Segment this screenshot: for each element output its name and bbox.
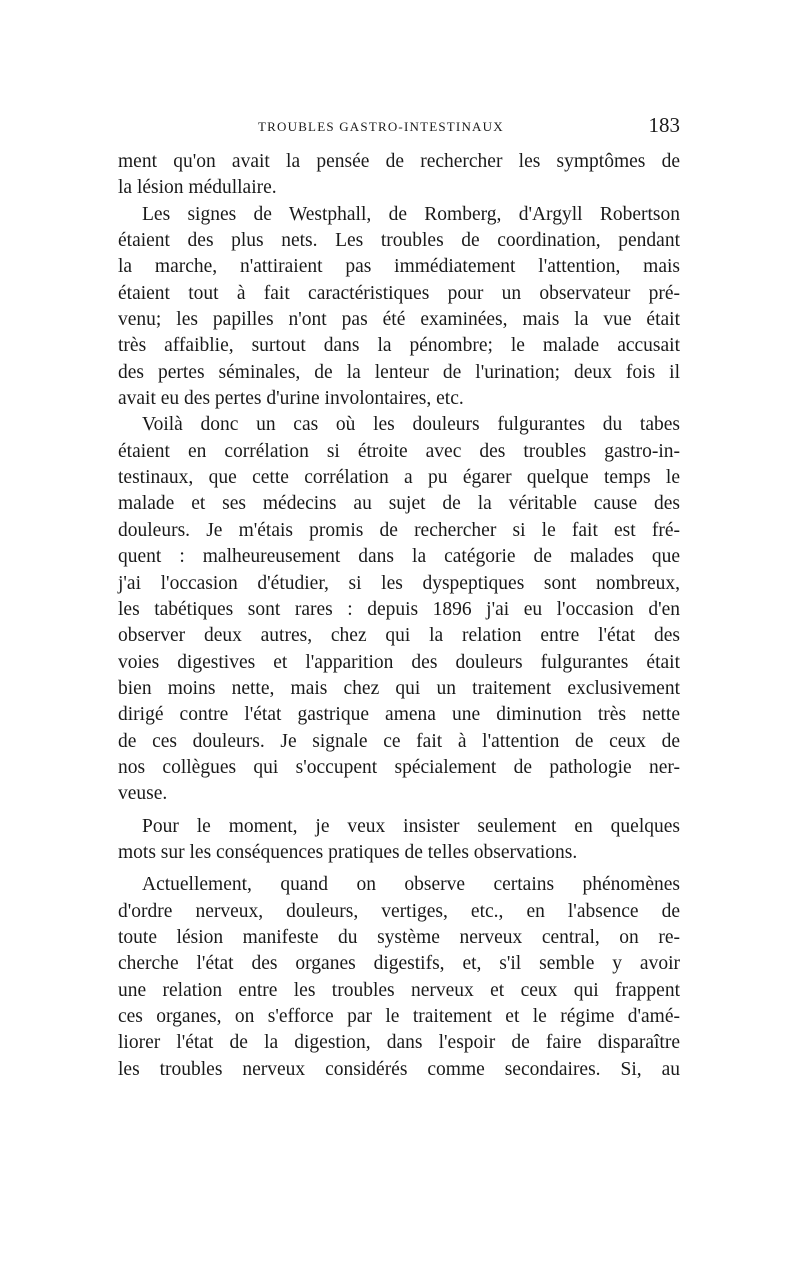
- text-line: Actuellement, quand on observe certains phénomènes: [142, 874, 680, 896]
- paragraph-4: [118, 814, 680, 867]
- text-line: nos collègues qui s'occupent spécialement de pathologie ner-: [118, 756, 680, 778]
- book-page: [118, 113, 680, 1083]
- text-line: avait eu des pertes d'urine involontaires, etc.: [118, 388, 464, 410]
- text-line: les troubles nerveux considérés comme secondaires. Si, au: [118, 1058, 680, 1080]
- text-line: quent : malheureusement dans la catégorie de malades que: [118, 546, 680, 568]
- text-line: ces organes, on s'efforce par le traitement et le régime d'amé-: [118, 1006, 680, 1027]
- text-line: veuse.: [118, 783, 168, 805]
- text-line: d'ordre nerveux, douleurs, vertiges, etc., en l'absence de: [118, 900, 680, 922]
- text-line: de ces douleurs. Je signale ce fait à l'attention de ceux de: [118, 730, 680, 752]
- running-title: TROUBLES GASTRO-INTESTINAUX: [258, 119, 504, 134]
- paragraph-1: [118, 149, 680, 202]
- text-line: étaient en corrélation si étroite avec des troubles gastro-in-: [118, 440, 680, 462]
- text-line: les tabétiques sont rares : depuis 1896 j'ai eu l'occasion d'en: [118, 598, 680, 620]
- page-number: 183: [648, 113, 680, 137]
- text-line: ment qu'on avait la pensée de rechercher les symptômes de: [118, 151, 680, 172]
- text-line: Voilà donc un cas où les douleurs fulgurantes du tabes: [142, 414, 680, 436]
- text-line: étaient tout à fait caractéristiques pour un observateur pré-: [118, 282, 680, 304]
- text-line: étaient des plus nets. Les troubles de coordination, pendant: [118, 230, 680, 252]
- text-line: testinaux, que cette corrélation a pu égarer quelque temps le: [118, 467, 680, 489]
- text-line: mots sur les conséquences pratiques de telles observations.: [118, 841, 578, 863]
- text-line: liorer l'état de la digestion, dans l'espoir de faire disparaître: [118, 1032, 680, 1054]
- text-line: une relation entre les troubles nerveux et ceux qui frappent: [118, 979, 680, 1001]
- text-line: bien moins nette, mais chez qui un traitement exclusivement: [118, 677, 680, 699]
- paragraph-2: [118, 202, 680, 413]
- text-line: cherche l'état des organes digestifs, et, s'il semble y avoir: [118, 953, 680, 975]
- text-line: toute lésion manifeste du système nerveux central, on re-: [118, 926, 680, 948]
- text-line: j'ai l'occasion d'étudier, si les dyspeptiques sont nombreux,: [118, 572, 680, 594]
- text-line: Les signes de Westphall, de Romberg, d'Argyll Robertson: [142, 203, 680, 225]
- paragraph-5: [118, 872, 680, 1083]
- text-line: très affaiblie, surtout dans la pénombre; le malade accusait: [118, 335, 680, 357]
- text-line: Pour le moment, je veux insister seulement en quelques: [142, 815, 680, 837]
- text-line: douleurs. Je m'étais promis de rechercher si le fait est fré-: [118, 519, 680, 541]
- text-line: voies digestives et l'apparition des douleurs fulgurantes était: [118, 651, 680, 673]
- paragraph-3: [118, 412, 680, 807]
- running-head: [118, 113, 680, 143]
- text-line: venu; les papilles n'ont pas été examinées, mais la vue était: [118, 309, 680, 331]
- text-line: la marche, n'attiraient pas immédiatement l'attention, mais: [118, 256, 680, 278]
- text-line: des pertes séminales, de la lenteur de l'urination; deux fois il: [118, 361, 680, 383]
- text-line: dirigé contre l'état gastrique amena une diminution très nette: [118, 704, 680, 726]
- text-line: malade et ses médecins au sujet de la véritable cause des: [118, 493, 680, 515]
- text-line: la lésion médullaire.: [118, 177, 277, 199]
- text-line: observer deux autres, chez qui la relation entre l'état des: [118, 625, 680, 647]
